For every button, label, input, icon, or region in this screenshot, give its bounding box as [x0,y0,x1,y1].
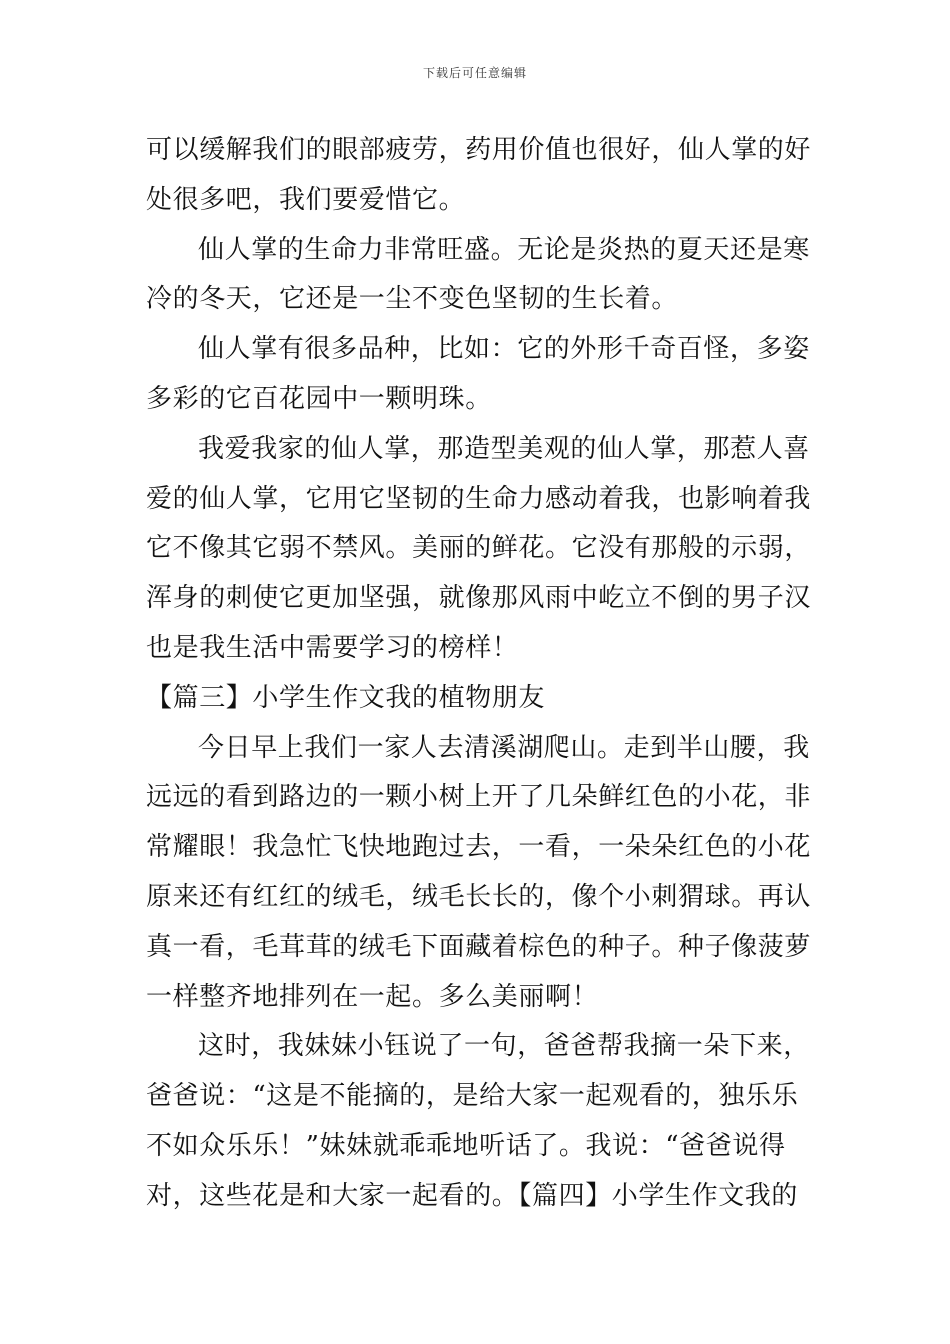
paragraph-start-line: 这时，我妹妹小钰说了一句，爸爸帮我摘一朵下来， [198,1031,810,1062]
text-line: 多彩的它百花园中一颗明珠。 [146,383,492,414]
text-line: 真一看，毛茸茸的绒毛下面藏着棕色的种子。种子像菠萝 [146,931,812,962]
text-line: 可以缓解我们的眼部疲劳，药用价值也很好，仙人掌的好 [146,135,812,165]
text-line: 冷的冬天，它还是一尘不变色坚韧的生长着。 [146,284,679,315]
text-line: 原来还有红红的绒毛，绒毛长长的，像个小刺猬球。再认 [146,881,812,912]
text-line: 不如众乐乐！”妹妹就乖乖地听话了。我说：“爸爸说得 [146,1130,786,1161]
paragraph-start-line: 我爱我家的仙人掌，那造型美观的仙人掌，那惹人喜 [198,433,810,464]
text-line: 爱的仙人掌，它用它坚韧的生命力感动着我，也影响着我 [146,483,812,514]
text-line: 对，这些花是和大家一起看的。【篇四】小学生作文我的 [146,1180,799,1211]
text-line: 远远的看到路边的一颗小树上开了几朵鲜红色的小花，非 [146,782,812,813]
text-line: 爸爸说：“这是不能摘的，是给大家一起观看的，独乐乐 [146,1081,799,1112]
text-line: 一样整齐地排列在一起。多么美丽啊！ [146,981,599,1012]
paragraph-start-line: 仙人掌有很多品种，比如：它的外形千奇百怪，多姿 [198,334,810,365]
text-line: 浑身的刺使它更加坚强，就像那风雨中屹立不倒的男子汉 [146,583,812,614]
text-line: 常耀眼！我急忙飞快地跑过去，一看，一朵朵红色的小花 [146,832,812,863]
paragraph-start-line: 仙人掌的生命力非常旺盛。无论是炎热的夏天还是寒 [198,234,810,265]
text-line: 它不像其它弱不禁风。美丽的鲜花。它没有那般的示弱， [146,533,812,564]
page-header: 下载后可任意编辑 [422,66,527,80]
paragraph-start-line: 今日早上我们一家人去清溪湖爬山。走到半山腰，我 [198,732,810,763]
text-line: 处很多吧，我们要爱惜它。 [146,184,466,215]
text-line: 也是我生活中需要学习的榜样！ [146,632,519,663]
body-text [146,126,812,1222]
section-heading: 【篇三】小学生作文我的植物朋友 [146,682,546,713]
